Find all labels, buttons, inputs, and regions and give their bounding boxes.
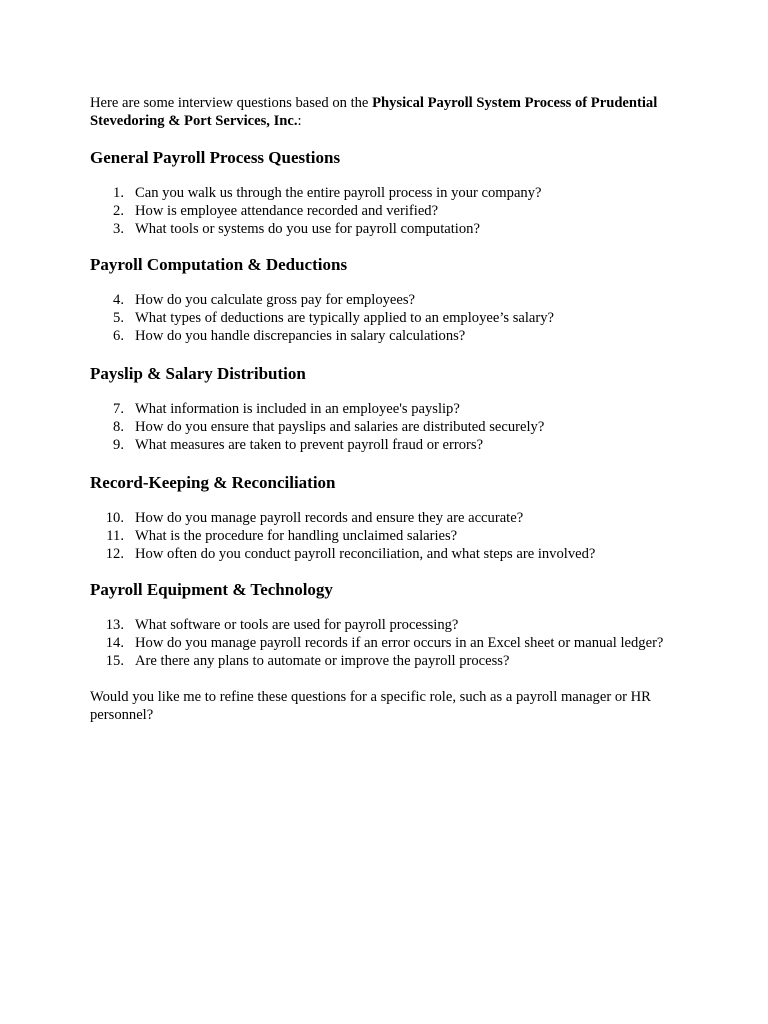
section-heading: Payroll Computation & Deductions xyxy=(90,255,348,274)
item-number: 6. xyxy=(113,328,124,344)
section-heading: Record-Keeping & Reconciliation xyxy=(90,473,336,492)
list-item xyxy=(90,436,690,454)
section-heading: Payslip & Salary Distribution xyxy=(90,364,306,383)
item-text: Are there any plans to automate or improve the payroll process? xyxy=(135,653,510,669)
item-text: What types of deductions are typically applied to an employee’s salary? xyxy=(135,310,555,326)
list-item xyxy=(90,400,690,418)
list-item xyxy=(90,309,690,327)
item-text: What is the procedure for handling unclaimed salaries? xyxy=(135,528,458,544)
item-text: How do you calculate gross pay for employees? xyxy=(135,292,416,308)
list-item xyxy=(90,616,690,634)
question-list xyxy=(90,509,690,563)
item-text: How do you manage payroll records and ensure they are accurate? xyxy=(135,510,524,526)
item-text: How do you handle discrepancies in salary calculations? xyxy=(135,328,466,344)
item-number: 2. xyxy=(113,203,124,219)
item-number: 11. xyxy=(106,528,124,544)
intro-paragraph xyxy=(90,94,690,130)
list-item xyxy=(90,220,690,238)
list-item xyxy=(90,527,690,545)
item-text: How do you ensure that payslips and salaries are distributed securely? xyxy=(135,419,545,435)
document-page xyxy=(90,94,690,724)
list-item xyxy=(90,634,690,652)
question-list xyxy=(90,291,690,345)
list-item xyxy=(90,202,690,220)
item-number: 5. xyxy=(113,310,124,326)
list-item xyxy=(90,545,690,563)
list-item xyxy=(90,652,690,670)
item-text: What software or tools are used for payroll processing? xyxy=(135,617,459,633)
item-number: 14. xyxy=(105,635,124,651)
item-number: 1. xyxy=(113,185,124,201)
item-number: 9. xyxy=(113,437,124,453)
list-item xyxy=(90,509,690,527)
item-number: 10. xyxy=(105,510,124,526)
closing-paragraph: Would you like me to refine these questions for a specific role, such as a payroll manager or HR personnel? xyxy=(90,689,651,723)
item-number: 7. xyxy=(113,401,124,417)
list-item xyxy=(90,327,690,345)
item-number: 13. xyxy=(105,617,124,633)
item-text: How do you manage payroll records if an error occurs in an Excel sheet or manual ledger? xyxy=(135,635,664,651)
item-text: Can you walk us through the entire payroll process in your company? xyxy=(135,185,542,201)
item-text: What measures are taken to prevent payroll fraud or errors? xyxy=(135,437,484,453)
item-number: 15. xyxy=(105,653,124,669)
intro-suffix: : xyxy=(297,113,302,129)
item-text: How often do you conduct payroll reconciliation, and what steps are involved? xyxy=(135,546,596,562)
item-number: 12. xyxy=(105,546,124,562)
item-number: 8. xyxy=(113,419,124,435)
list-item xyxy=(90,184,690,202)
question-list xyxy=(90,616,690,670)
list-item xyxy=(90,291,690,309)
intro-prefix: Here are some interview questions based on the xyxy=(90,95,373,111)
item-number: 3. xyxy=(113,221,124,237)
section-heading: General Payroll Process Questions xyxy=(90,148,341,167)
question-list xyxy=(90,184,690,238)
item-text: What information is included in an employee's payslip? xyxy=(135,401,460,417)
intro-company-name: Physical Payroll System Process of Prudential Stevedoring & Port Services, Inc. xyxy=(90,95,658,129)
item-text: How is employee attendance recorded and verified? xyxy=(135,203,439,219)
list-item xyxy=(90,418,690,436)
section-heading: Payroll Equipment & Technology xyxy=(90,580,333,599)
item-number: 4. xyxy=(113,292,124,308)
item-text: What tools or systems do you use for payroll computation? xyxy=(135,221,480,237)
question-list xyxy=(90,400,690,454)
